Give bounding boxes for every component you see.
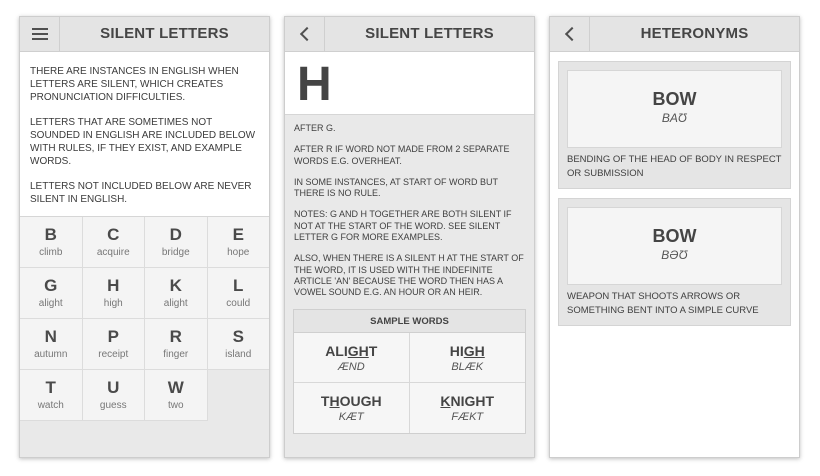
header (285, 17, 534, 52)
heteronym-word: BOW (652, 89, 697, 109)
rule-paragraph: NOTES: G AND H TOGETHER ARE BOTH SILENT IF NOT AT THE START OF THE WORD. SEE SILENT LETTER G FOR MORE EXAMPLES. (294, 209, 512, 243)
example-word: island (225, 349, 252, 360)
letter-label: L (233, 276, 244, 295)
intro-paragraph: THERE ARE INSTANCES IN ENGLISH WHEN LETTERS ARE SILENT, WHICH CREATES PRONUNCIATION DIFFICULTIES. (30, 66, 239, 103)
letter-cell-g[interactable] (20, 268, 83, 319)
sample-word: HIGH (449, 342, 485, 359)
intro-text (20, 52, 269, 217)
letter-label: P (107, 327, 119, 346)
sample-word-card[interactable] (294, 383, 410, 433)
chevron-left-icon (564, 27, 578, 41)
letter-label: B (44, 225, 57, 244)
sample-word-card[interactable] (294, 333, 410, 383)
intro-paragraph: LETTERS NOT INCLUDED BELOW ARE NEVER SILENT IN ENGLISH. (30, 181, 252, 205)
intro-paragraph: LETTERS THAT ARE SOMETIMES NOT SOUNDED IN ENGLISH ARE INCLUDED BELOW WITH RULES, IF THEY EXIST, AND EXAMPLE WORDS. (30, 117, 256, 167)
page-title: HETERONYMS (640, 25, 749, 42)
silent-letters-underline: GH (347, 342, 369, 359)
rule-paragraph: IN SOME INSTANCES, AT START OF WORD BUT THERE IS NO RULE. (294, 176, 498, 199)
example-word: climb (39, 247, 63, 258)
letter-cell-p[interactable] (83, 319, 146, 370)
sample-words-grid (294, 333, 525, 433)
rule-paragraph: AFTER G. (294, 123, 336, 133)
letter-cell-d[interactable] (145, 217, 208, 268)
silent-letters-index-screen (19, 16, 270, 458)
heteronym-pronunciation: BƏƱ (661, 248, 688, 262)
heteronym-card[interactable] (558, 61, 791, 189)
heteronym-word-box (567, 70, 782, 148)
letter-cell-r[interactable] (145, 319, 208, 370)
back-button[interactable] (550, 17, 590, 51)
heteronym-definition: WEAPON THAT SHOOTS ARROWS OR SOMETHING BENT INTO A SIMPLE CURVE (567, 291, 759, 316)
sample-word-card[interactable] (410, 383, 526, 433)
letter-label: C (107, 225, 120, 244)
sample-pronunciation: FÆKT (451, 410, 484, 423)
chevron-left-icon (299, 27, 313, 41)
silent-letters-underline: K (440, 392, 451, 409)
letter-cell-e[interactable] (208, 217, 271, 268)
sample-pronunciation: KÆT (338, 410, 364, 423)
sample-pronunciation: ÆND (337, 360, 365, 373)
letter-label: N (44, 327, 57, 346)
menu-button[interactable] (20, 17, 60, 51)
letter-cell-b[interactable] (20, 217, 83, 268)
silent-letters-underline: H (329, 392, 340, 409)
header (550, 17, 799, 52)
silent-letters-underline: GH (463, 342, 485, 359)
letter-label: R (169, 327, 182, 346)
letter-grid (20, 217, 269, 421)
sample-word: KNIGHT (440, 392, 495, 409)
silent-letter-detail-screen (284, 16, 535, 458)
rule-paragraph: ALSO, WHEN THERE IS A SILENT H AT THE START OF THE WORD, IT IS USED WITH THE INDEFINITE ARTICLE 'AN' BECAUSE THE WORD THEN HAS A VOWEL SOUND E.G. AN HOUR OR AN HEIR. (294, 253, 524, 298)
sample-word: ALIGHT (325, 342, 378, 359)
example-word: autumn (34, 349, 68, 360)
sample-words-panel (293, 309, 526, 434)
page-title: SILENT LETTERS (100, 25, 229, 42)
heteronym-pronunciation: BAƱ (661, 111, 688, 125)
example-word: finger (163, 349, 189, 360)
rules-text (285, 115, 534, 299)
letter-label: D (169, 225, 182, 244)
selected-letter: H (285, 52, 534, 115)
letter-label: E (232, 225, 244, 244)
heteronym-word: BOW (652, 226, 697, 246)
example-word: receipt (98, 349, 129, 360)
back-button[interactable] (285, 17, 325, 51)
letter-label: S (232, 327, 244, 346)
example-word: could (226, 298, 251, 309)
letter-cell-s[interactable] (208, 319, 271, 370)
sample-word-card[interactable] (410, 333, 526, 383)
letter-cell-l[interactable] (208, 268, 271, 319)
sample-word: THOUGH (320, 392, 382, 409)
letter-label: G (44, 276, 58, 295)
letter-label: W (167, 378, 184, 397)
example-word: two (167, 400, 184, 411)
letter-cell-k[interactable] (145, 268, 208, 319)
sample-pronunciation: BLÆK (451, 360, 484, 373)
heteronym-card[interactable] (558, 198, 791, 326)
letter-label: T (45, 378, 56, 397)
example-word: high (103, 298, 123, 309)
hamburger-icon (32, 25, 48, 43)
sample-words-header: SAMPLE WORDS (294, 310, 525, 333)
letter-label: H (107, 276, 120, 295)
letter-label: U (107, 378, 120, 397)
letter-cell-w[interactable] (145, 370, 208, 421)
example-word: alight (38, 298, 63, 309)
rule-paragraph: AFTER R IF WORD NOT MADE FROM 2 SEPARATE WORDS E.G. OVERHEAT. (294, 144, 510, 166)
example-word: guess (99, 400, 127, 411)
heteronym-definition: BENDING OF THE HEAD OF BODY IN RESPECT OR SUBMISSION (567, 154, 782, 179)
heteronym-word-box (567, 207, 782, 285)
example-word: acquire (96, 247, 130, 258)
letter-cell-u[interactable] (83, 370, 146, 421)
example-word: alight (163, 298, 188, 309)
header (20, 17, 269, 52)
example-word: bridge (161, 247, 190, 258)
letter-cell-t[interactable] (20, 370, 83, 421)
letter-label: K (169, 276, 182, 295)
letter-cell-c[interactable] (83, 217, 146, 268)
letter-cell-n[interactable] (20, 319, 83, 370)
letter-cell-h[interactable] (83, 268, 146, 319)
example-word: hope (227, 247, 250, 258)
example-word: watch (37, 400, 64, 411)
heteronyms-screen (549, 16, 800, 458)
page-title: SILENT LETTERS (365, 25, 494, 42)
